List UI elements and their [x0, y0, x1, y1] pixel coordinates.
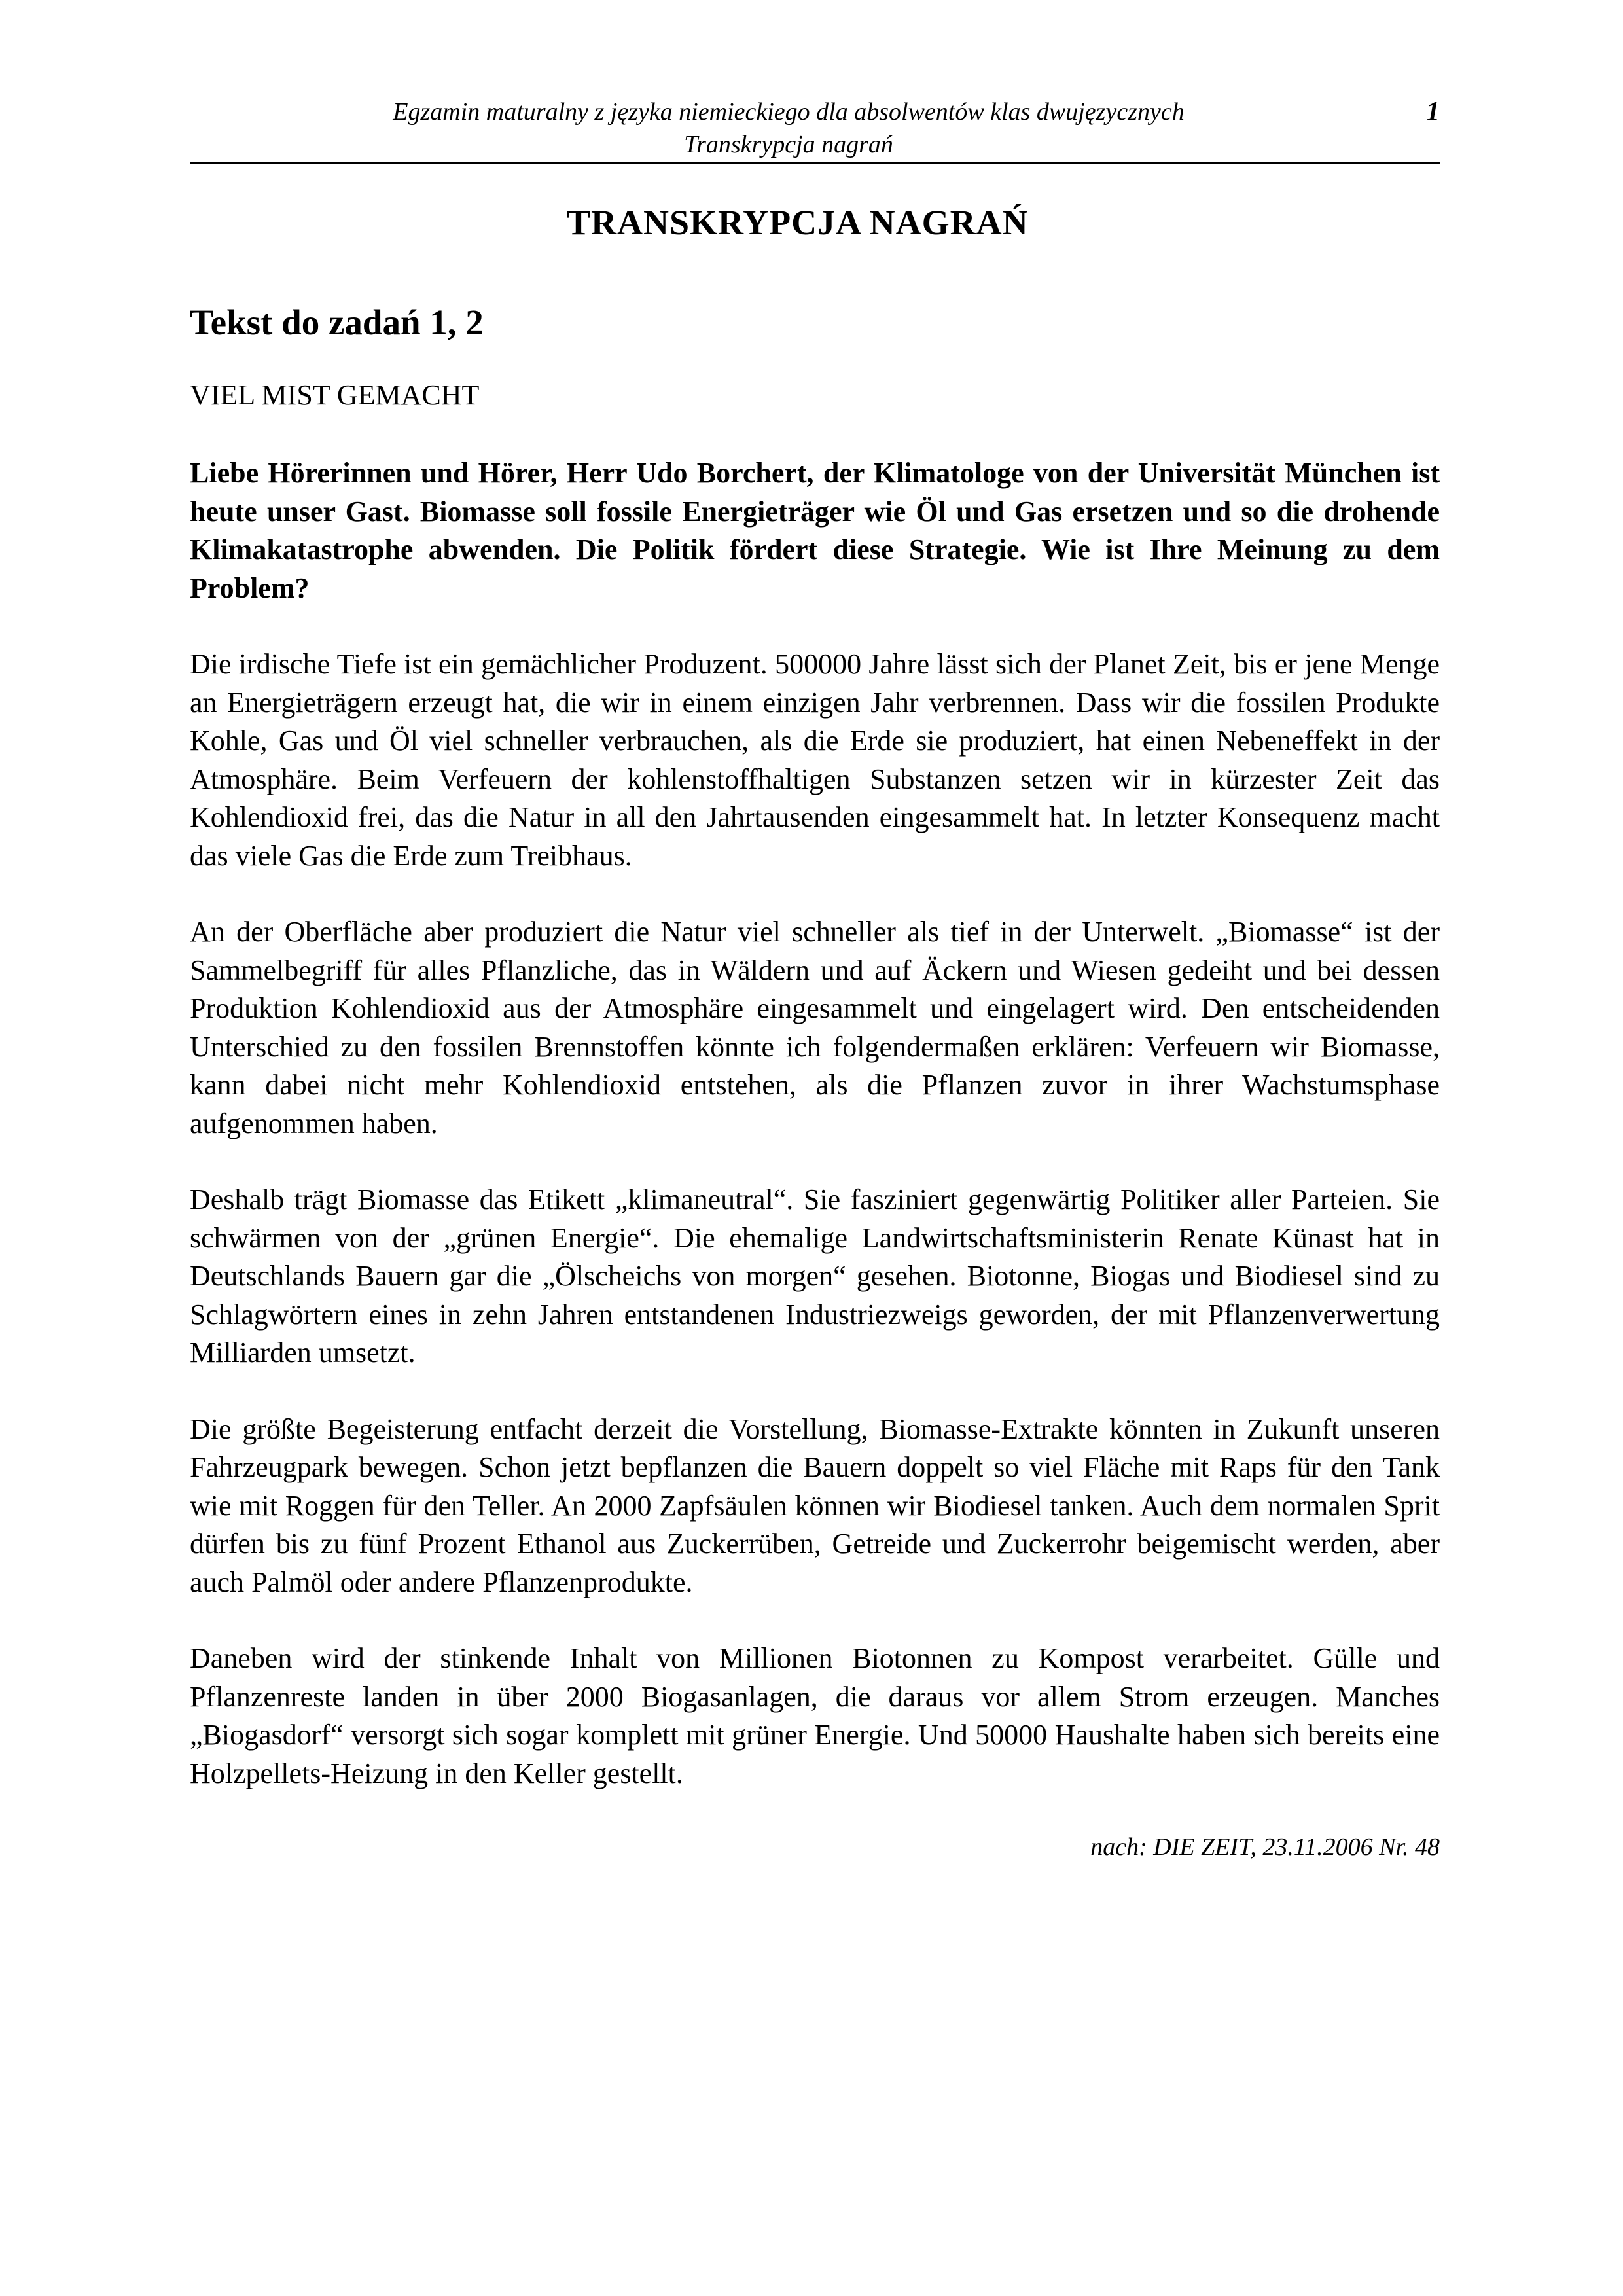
section-title: Tekst do zadań 1, 2	[190, 302, 484, 342]
body-paragraph-2: An der Oberfläche aber produziert die Natur viel schneller als tief in der Unterwelt. „Biomasse“ ist der Sammelbegriff für alles Pflanzliche, das in Wäldern und auf Äckern und Wiesen gedeiht und bei dessen Produktion Kohlendioxid aus der Atmosphäre eingesammelt und eingelagert wird. Den entscheidenden Unterschied zu den fossilen Brennstoffen könnte ich folgendermaßen erklären: Verfeuern wir Biomasse, kann dabei nicht mehr Kohlendioxid entstehen, als die Pflanzen zuvor in ihrer Wachstumsphase aufgenommen haben.	[190, 916, 1440, 1139]
header-exam-title: Egzamin maturalny z języka niemieckiego dla absolwentów klas dwujęzycznych	[393, 98, 1185, 126]
text-subtitle: VIEL MIST GEMACHT	[190, 379, 480, 411]
document-title: TRANSKRYPCJA NAGRAŃ	[567, 203, 1029, 242]
body-paragraph-3: Deshalb trägt Biomasse das Etikett „klimaneutral“. Sie fasziniert gegenwärtig Politiker aller Parteien. Sie schwärmen von der „grünen Energie“. Die ehemalige Landwirtschaftsministerin Renate Künast hat in Deutschlands Bauern gar die „Ölscheichs von morgen“ gesehen. Biotonne, Biogas und Biodiesel sind zu Schlagwörtern eines in zehn Jahren entstandenen Industriezweigs geworden, der mit Pflanzenverwertung Milliarden umsetzt.	[190, 1183, 1440, 1369]
body-paragraph-1: Die irdische Tiefe ist ein gemächlicher Produzent. 500000 Jahre lässt sich der Planet Zeit, bis er jene Menge an Energieträgern erzeugt hat, die wir in einem einzigen Jahr verbrennen. Dass wir die fossilen Produkte Kohle, Gas und Öl viel schneller verbrauchen, als die Erde sie produziert, hat einen Nebeneffekt in der Atmosphäre. Beim Verfeuern der kohlenstoffhaltigen Substanzen setzen wir in kürzester Zeit das Kohlendioxid frei, das die Natur in all den Jahrtausenden eingesammelt hat. In letzter Konsequenz macht das viele Gas die Erde zum Treibhaus.	[190, 648, 1440, 872]
intro-paragraph: Liebe Hörerinnen und Hörer, Herr Udo Borchert, der Klimatologe von der Universität München ist heute unser Gast. Biomasse soll fossile Energieträger wie Öl und Gas ersetzen und so die drohende Klimakatastrophe abwenden. Die Politik fördert diese Strategie. Wie ist Ihre Meinung zu dem Problem?	[190, 457, 1440, 604]
source-citation: nach: DIE ZEIT, 23.11.2006 Nr. 48	[1090, 1833, 1440, 1861]
header-subtitle: Transkrypcja nagrań	[684, 131, 893, 158]
document-page	[190, 0, 1440, 1863]
page-number: 1	[1426, 97, 1440, 127]
running-header	[190, 96, 1440, 164]
body-paragraph-4: Die größte Begeisterung entfacht derzeit die Vorstellung, Biomasse-Extrakte könnten in Zukunft unseren Fahrzeugpark bewegen. Schon jetzt bepflanzen die Bauern doppelt so viel Fläche mit Raps für den Tank wie mit Roggen für den Teller. An 2000 Zapfsäulen können wir Biodiesel tanken. Auch dem normalen Sprit dürfen bis zu fünf Prozent Ethanol aus Zuckerrüben, Getreide und Zuckerrohr beigemischt werden, aber auch Palmöl oder andere Pflanzenprodukte.	[190, 1412, 1440, 1598]
body-paragraph-5: Daneben wird der stinkende Inhalt von Millionen Biotonnen zu Kompost verarbeitet. Gülle und Pflanzenreste landen in über 2000 Biogasanlagen, die daraus vor allem Strom erzeugen. Manches „Biogasdorf“ versorgt sich sogar komplett mit grüner Energie. Und 50000 Haushalte haben sich bereits eine Holzpellets-Heizung in den Keller gestellt.	[190, 1642, 1440, 1789]
